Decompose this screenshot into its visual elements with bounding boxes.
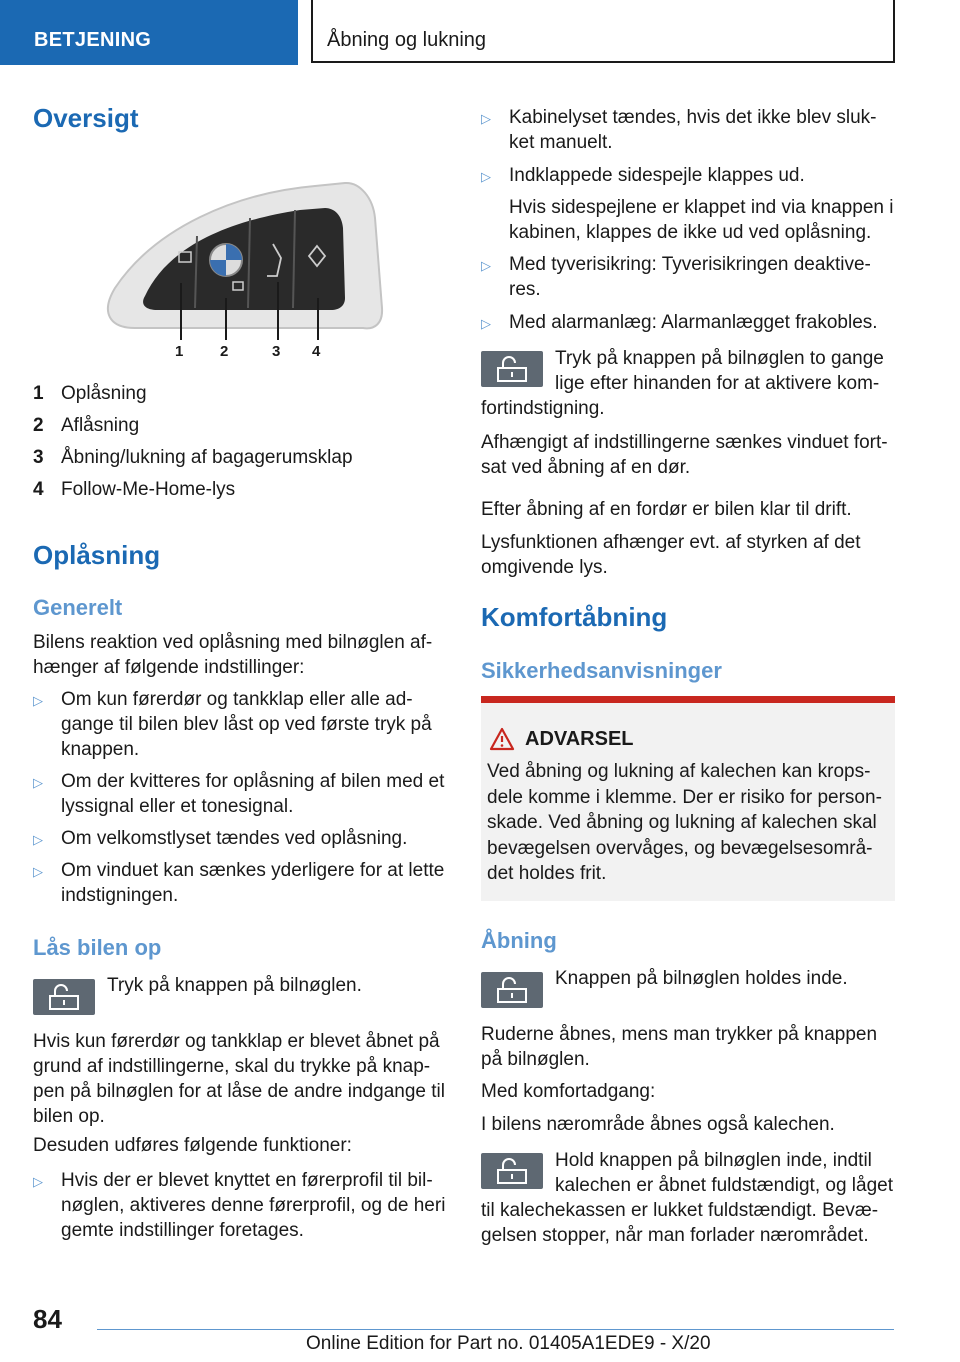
generelt-paragraph [33, 630, 451, 680]
door-paragraph: Efter åbning af en fordør er bilen klar til drift. [481, 499, 852, 520]
warning-triangle-icon [489, 727, 515, 751]
text-line: kalechen er åbnet fuldstændigt, og låget [555, 1175, 894, 1196]
legend-number: 2 [33, 415, 44, 436]
unlock-button-icon [481, 972, 543, 1008]
legend-number: 3 [33, 447, 44, 468]
car-key-illustration [95, 178, 385, 368]
comfort-icon-cont: fortindstigning. [481, 398, 605, 419]
triangle-bullet-icon: ▷ [33, 864, 43, 879]
naer-paragraph: I bilens nærområde åbnes også kalechen. [481, 1114, 835, 1135]
warning-body [487, 759, 885, 887]
text-line: Om der kvitteres for oplåsning af bilen med et [61, 771, 445, 792]
list-item [481, 163, 897, 189]
callout-3: 3 [272, 343, 281, 360]
heading-laas-bilen-op: Lås bilen op [33, 935, 162, 960]
footer-edition: Online Edition for Part no. 01405A1EDE9 - X/20 [306, 1333, 711, 1354]
light-paragraph [481, 530, 897, 580]
text-line: lyssignal eller et tonesignal. [61, 796, 294, 817]
text-line: Om kun førerdør og tankklap eller alle ad- [61, 689, 413, 710]
legend-text: Oplåsning [61, 383, 147, 404]
heading-oversigt: Oversigt [33, 103, 139, 133]
text-line: hænger af følgende indstillinger: [33, 657, 305, 678]
header-section-tab [0, 0, 298, 65]
list-item [33, 687, 451, 763]
text-line: grund af indstillingerne, skal du trykke på knap- [33, 1056, 431, 1077]
aabning-icon-text: Knappen på bilnøglen holdes inde. [555, 968, 848, 989]
header-section-label: BETJENING [34, 29, 152, 51]
text-line: Kabinelyset tændes, hvis det ikke blev sluk- [509, 107, 877, 128]
text-line: Tryk på knappen på bilnøglen to gange [555, 348, 884, 369]
komfortadgang-paragraph: Med komfortadgang: [481, 1081, 656, 1102]
laas-icon-text: Tryk på knappen på bilnøglen. [107, 975, 362, 996]
text-line: Hvis der er blevet knyttet en førerprofil til bil- [61, 1170, 433, 1191]
heading-komfortaabning: Komfortåbning [481, 602, 668, 632]
text-line: res. [509, 279, 541, 300]
text-line: Bilens reaktion ved oplåsning med bilnøglen af- [33, 632, 433, 653]
laas-paragraph [33, 1029, 451, 1129]
text-line: Ruderne åbnes, mens man trykker på knappen [481, 1024, 878, 1045]
window-paragraph [481, 430, 897, 480]
text-line: Med alarmanlæg: Alarmanlægget frakobles. [509, 312, 878, 333]
triangle-bullet-icon: ▷ [33, 832, 43, 847]
text-line: gange til bilen blev låst op ved første tryk på [61, 714, 432, 735]
footer-rule [97, 1329, 894, 1330]
text-line: omgivende lys. [481, 557, 608, 578]
text-line: Hvis kun førerdør og tankklap er blevet åbnet på [33, 1031, 440, 1052]
header-chapter-label: Åbning og lukning [327, 29, 487, 51]
list-item [33, 858, 451, 910]
header-chapter-box [311, 0, 895, 63]
text-line: gemte indstillinger foretages. [61, 1220, 304, 1241]
text-line: sat ved åbning af en dør. [481, 457, 691, 478]
mirror-note [509, 195, 897, 245]
comfort-icon-text [555, 346, 897, 396]
triangle-bullet-icon: ▷ [33, 775, 43, 790]
legend-number: 1 [33, 383, 44, 404]
triangle-bullet-icon: ▷ [481, 111, 491, 126]
text-line: nøglen, aktiveres denne førerprofil, og de heri [61, 1195, 446, 1216]
triangle-bullet-icon: ▷ [481, 258, 491, 273]
triangle-bullet-icon: ▷ [481, 169, 491, 184]
text-line: det holdes frit. [487, 863, 607, 884]
text-line: Afhængigt af indstillingerne sænkes vinduet fort- [481, 432, 888, 453]
text-line: Hold knappen på bilnøglen inde, indtil [555, 1150, 872, 1171]
triangle-bullet-icon: ▷ [33, 693, 43, 708]
legend-number: 4 [33, 479, 44, 500]
text-line: indstigningen. [61, 885, 179, 906]
list-item [33, 1168, 451, 1244]
callout-4: 4 [312, 343, 321, 360]
text-line: Indklappede sidespejle klappes ud. [509, 165, 805, 186]
text-line: bilen op. [33, 1106, 105, 1127]
text-line: ket manuelt. [509, 132, 613, 153]
text-line: bevægelsen overvåges, og bevægelsesområ- [487, 837, 873, 859]
text-line: Ved åbning og lukning af kalechen kan krops- [487, 761, 871, 782]
text-line: til kalechekassen er lukket fuldstændigt. Bevæ- [481, 1200, 879, 1221]
callout-2: 2 [220, 343, 229, 360]
text-line: lige efter hinanden for at aktivere kom- [555, 373, 880, 394]
text-line: gelsen stopper, når man forlader nærområdet. [481, 1225, 869, 1246]
ruder-paragraph [481, 1022, 897, 1072]
text-line: dele komme i klemme. Der er risiko for person- [487, 786, 882, 808]
unlock-button-icon [481, 351, 543, 387]
callout-1: 1 [175, 343, 184, 360]
legend-text: Follow-Me-Home-lys [61, 479, 236, 500]
text-line: på bilnøglen. [481, 1049, 590, 1070]
page-number: 84 [33, 1304, 62, 1334]
laas-functions-intro: Desuden udføres følgende funktioner: [33, 1135, 352, 1156]
heading-sikkerhedsanvisninger: Sikkerhedsanvisninger [481, 658, 722, 683]
text-line: Om velkomstlyset tændes ved oplåsning. [61, 828, 408, 849]
heading-aabning: Åbning [481, 928, 557, 953]
legend-text: Aflåsning [61, 415, 140, 436]
unlock-button-icon [481, 1153, 543, 1189]
list-item [481, 310, 897, 336]
text-line: pen på bilnøglen for at låse de andre indgange til [33, 1081, 445, 1102]
text-line: Om vinduet kan sænkes yderligere for at lette [61, 860, 445, 881]
triangle-bullet-icon: ▷ [33, 1174, 43, 1189]
text-line: Med tyverisikring: Tyverisikringen deaktive- [509, 254, 871, 275]
hold-icon-text [555, 1148, 897, 1198]
list-item [33, 769, 451, 821]
text-line: kabinen, klappes de ikke ud ved oplåsning. [509, 222, 872, 243]
warning-box [481, 696, 895, 901]
list-item [33, 826, 451, 852]
heading-oplasning: Oplåsning [33, 540, 161, 570]
triangle-bullet-icon: ▷ [481, 316, 491, 331]
text-line: skade. Ved åbning og lukning af kalechen skal [487, 812, 877, 833]
list-item [481, 252, 897, 304]
heading-generelt: Generelt [33, 595, 123, 620]
text-line: knappen. [61, 739, 140, 760]
legend-text: Åbning/lukning af bagagerumsklap [61, 447, 353, 468]
hold-cont [481, 1198, 897, 1248]
list-item [481, 105, 897, 157]
text-line: Hvis sidespejlene er klappet ind via knappen i [509, 197, 894, 218]
warning-title: ADVARSEL [525, 728, 634, 750]
text-line: Lysfunktionen afhænger evt. af styrken af det [481, 532, 861, 553]
unlock-button-icon [33, 979, 95, 1015]
